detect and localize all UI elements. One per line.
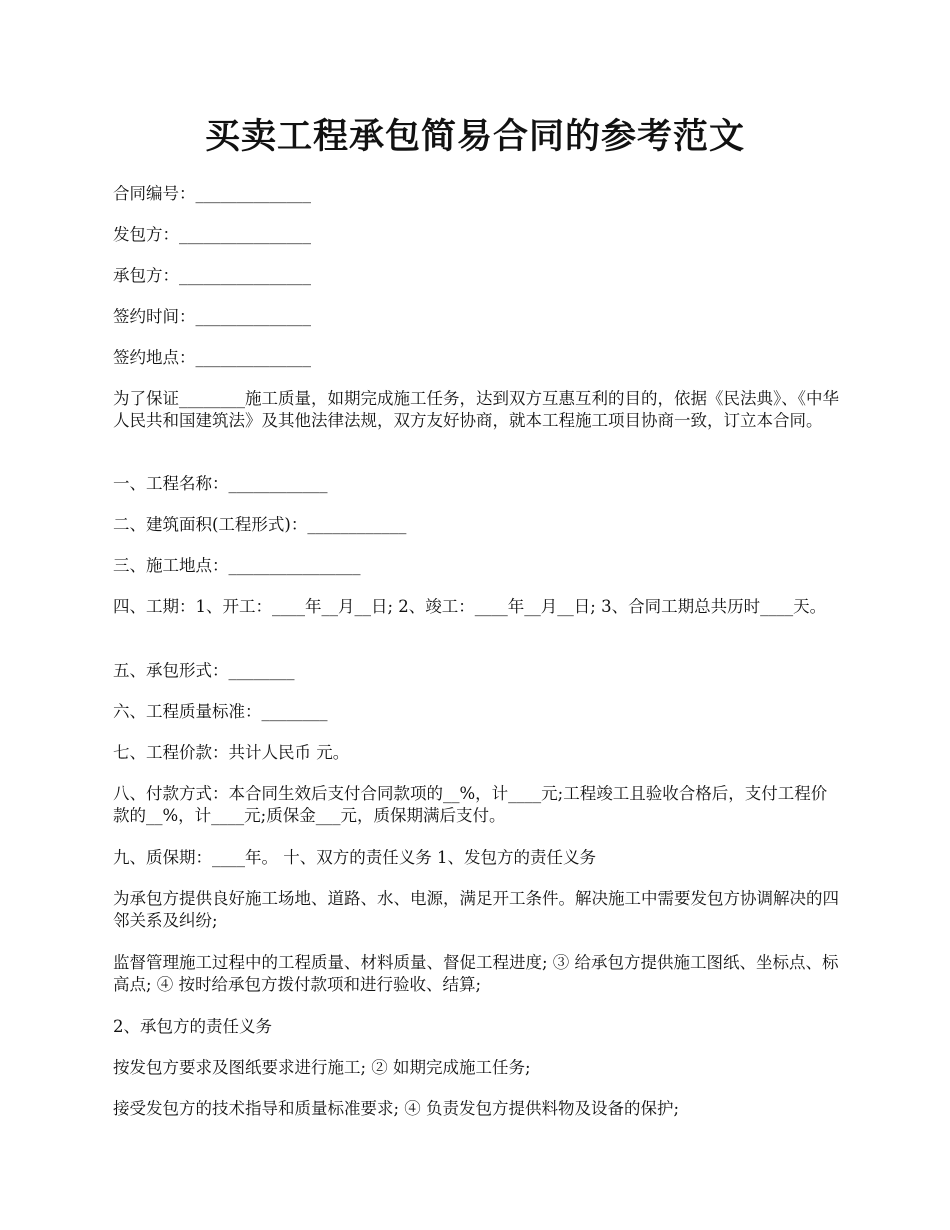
clause-project-price: 七、工程价款：共计人民币 元。	[113, 743, 350, 762]
contractor-duty-heading: 2、承包方的责任义务	[113, 1017, 272, 1036]
contract-number-line: 合同编号：______________	[113, 184, 311, 203]
contractor-duty-paragraph-1: 按发包方要求及图纸要求进行施工; ② 如期完成施工任务;	[113, 1058, 531, 1077]
clause-payment-method: 八、付款方式：本合同生效后支付合同款项的__%，计____元;工程竣工且验收合格后，支付工程价款的__%，计____元;质保金___元，质保期满后支付。	[113, 784, 828, 825]
clause-construction-period: 四、工期：1、开工：____年__月__日; 2、竣工：____年__月__日; 3、合同工期总共历时____天。	[113, 597, 827, 616]
clause-site-location: 三、施工地点：________________	[113, 556, 361, 575]
contractor-line: 承包方：________________	[113, 266, 311, 285]
contractor-duty-paragraph-2: 接受发包方的技术指导和质量标准要求; ④ 负责发包方提供料物及设备的保护;	[113, 1099, 680, 1118]
employer-line: 发包方：________________	[113, 225, 311, 244]
document-title: 买卖工程承包简易合同的参考范文	[204, 116, 745, 157]
employer-duty-paragraph-1: 为承包方提供良好施工场地、道路、水、电源，满足开工条件。解决施工中需要发包方协调解决的四邻关系及纠纷;	[113, 889, 839, 930]
clause-project-name: 一、工程名称：____________	[113, 474, 328, 493]
signing-place-line: 签约地点：______________	[113, 348, 311, 367]
clause-contract-form: 五、承包形式：________	[113, 661, 295, 680]
employer-duty-paragraph-2: 监督管理施工过程中的工程质量、材料质量、督促工程进度; ③ 给承包方提供施工图纸、坐标点、标高点; ④ 按时给承包方拨付款项和进行验收、结算;	[113, 953, 839, 994]
clause-building-area: 二、建筑面积(工程形式)：____________	[113, 515, 407, 534]
signing-time-line: 签约时间：______________	[113, 307, 311, 326]
clause-quality-standard: 六、工程质量标准：________	[113, 702, 328, 721]
clause-warranty-and-duties: 九、质保期：____年。 十、双方的责任义务 1、发包方的责任义务	[113, 848, 596, 867]
preamble-paragraph: 为了保证________施工质量，如期完成施工任务，达到双方互惠互利的目的，依据《民法典》、《中华人民共和国建筑法》及其他法律法规，双方友好协商，就本工程施工项目协商一致，订立本合同。	[113, 389, 839, 430]
